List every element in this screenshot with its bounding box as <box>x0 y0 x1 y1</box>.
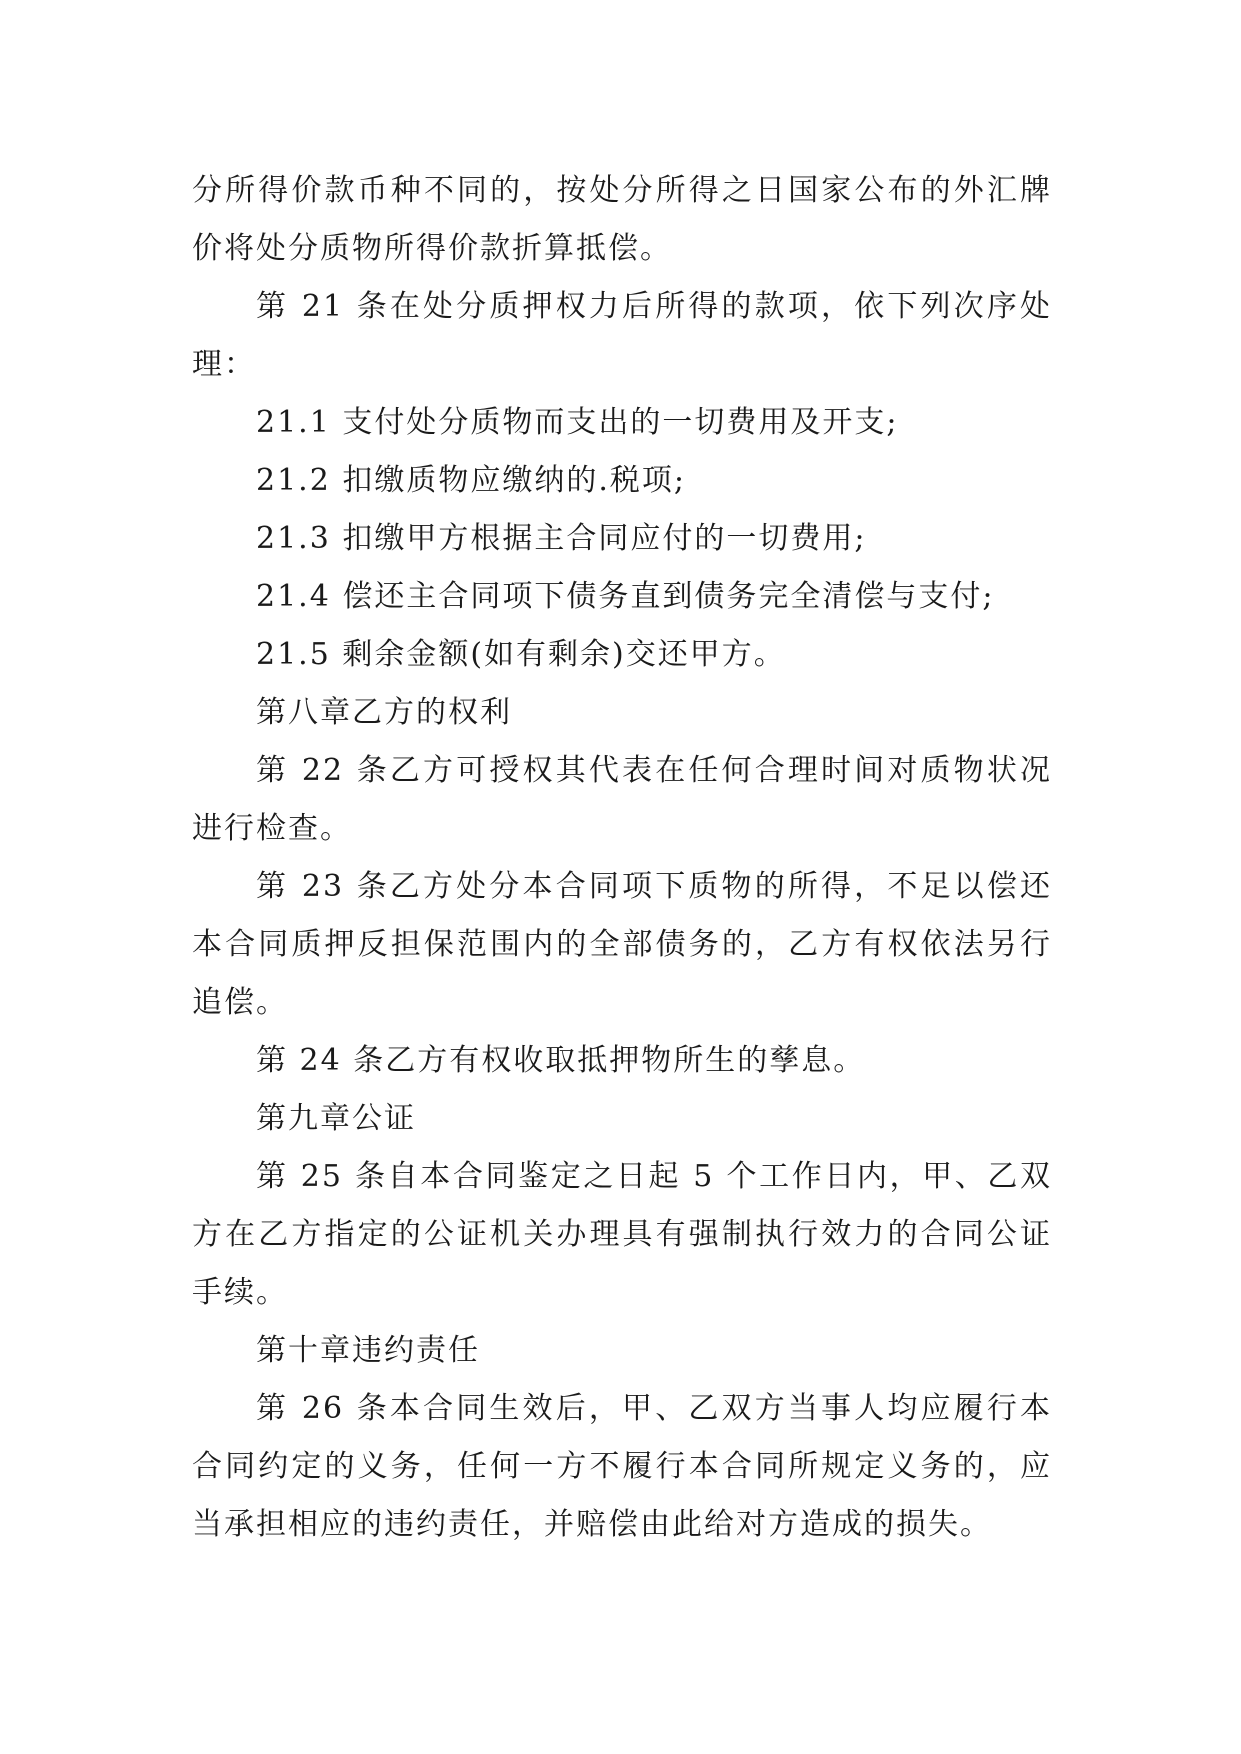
article-21: 第 21 条在处分质押权力后所得的款项，依下列次序处理： <box>192 289 1052 382</box>
article-24: 第 24 条乙方有权收取抵押物所生的孳息。 <box>256 1043 866 1078</box>
paragraph-continuation: 分所得价款币种不同的，按处分所得之日国家公布的外汇牌价将处分质物所得价款折算抵偿。 <box>192 173 1052 266</box>
clause-21-1: 21.1 支付处分质物而支出的一切费用及开支; <box>256 405 899 440</box>
article-25: 第 25 条自本合同鉴定之日起 5 个工作日内，甲、乙双方在乙方指定的公证机关办理具有强制执行效力的合同公证手续。 <box>192 1159 1052 1310</box>
article-22: 第 22 条乙方可授权其代表在任何合理时间对质物状况进行检查。 <box>192 753 1052 846</box>
clause-21-3: 21.3 扣缴甲方根据主合同应付的一切费用; <box>256 521 867 556</box>
chapter-9-heading: 第九章公证 <box>256 1101 416 1136</box>
clause-21-5: 21.5 剩余金额(如有剩余)交还甲方。 <box>256 637 786 672</box>
article-26: 第 26 条本合同生效后，甲、乙双方当事人均应履行本合同约定的义务，任何一方不履行本合同所规定义务的，应当承担相应的违约责任，并赔偿由此给对方造成的损失。 <box>192 1391 1052 1542</box>
chapter-8-heading: 第八章乙方的权利 <box>256 695 512 730</box>
clause-21-4: 21.4 偿还主合同项下债务直到债务完全清偿与支付; <box>256 579 995 614</box>
document-page <box>192 162 1052 1554</box>
chapter-10-heading: 第十章违约责任 <box>256 1333 480 1368</box>
article-23: 第 23 条乙方处分本合同项下质物的所得，不足以偿还本合同质押反担保范围内的全部债务的，乙方有权依法另行追偿。 <box>192 869 1052 1020</box>
clause-21-2: 21.2 扣缴质物应缴纳的.税项; <box>256 463 686 498</box>
